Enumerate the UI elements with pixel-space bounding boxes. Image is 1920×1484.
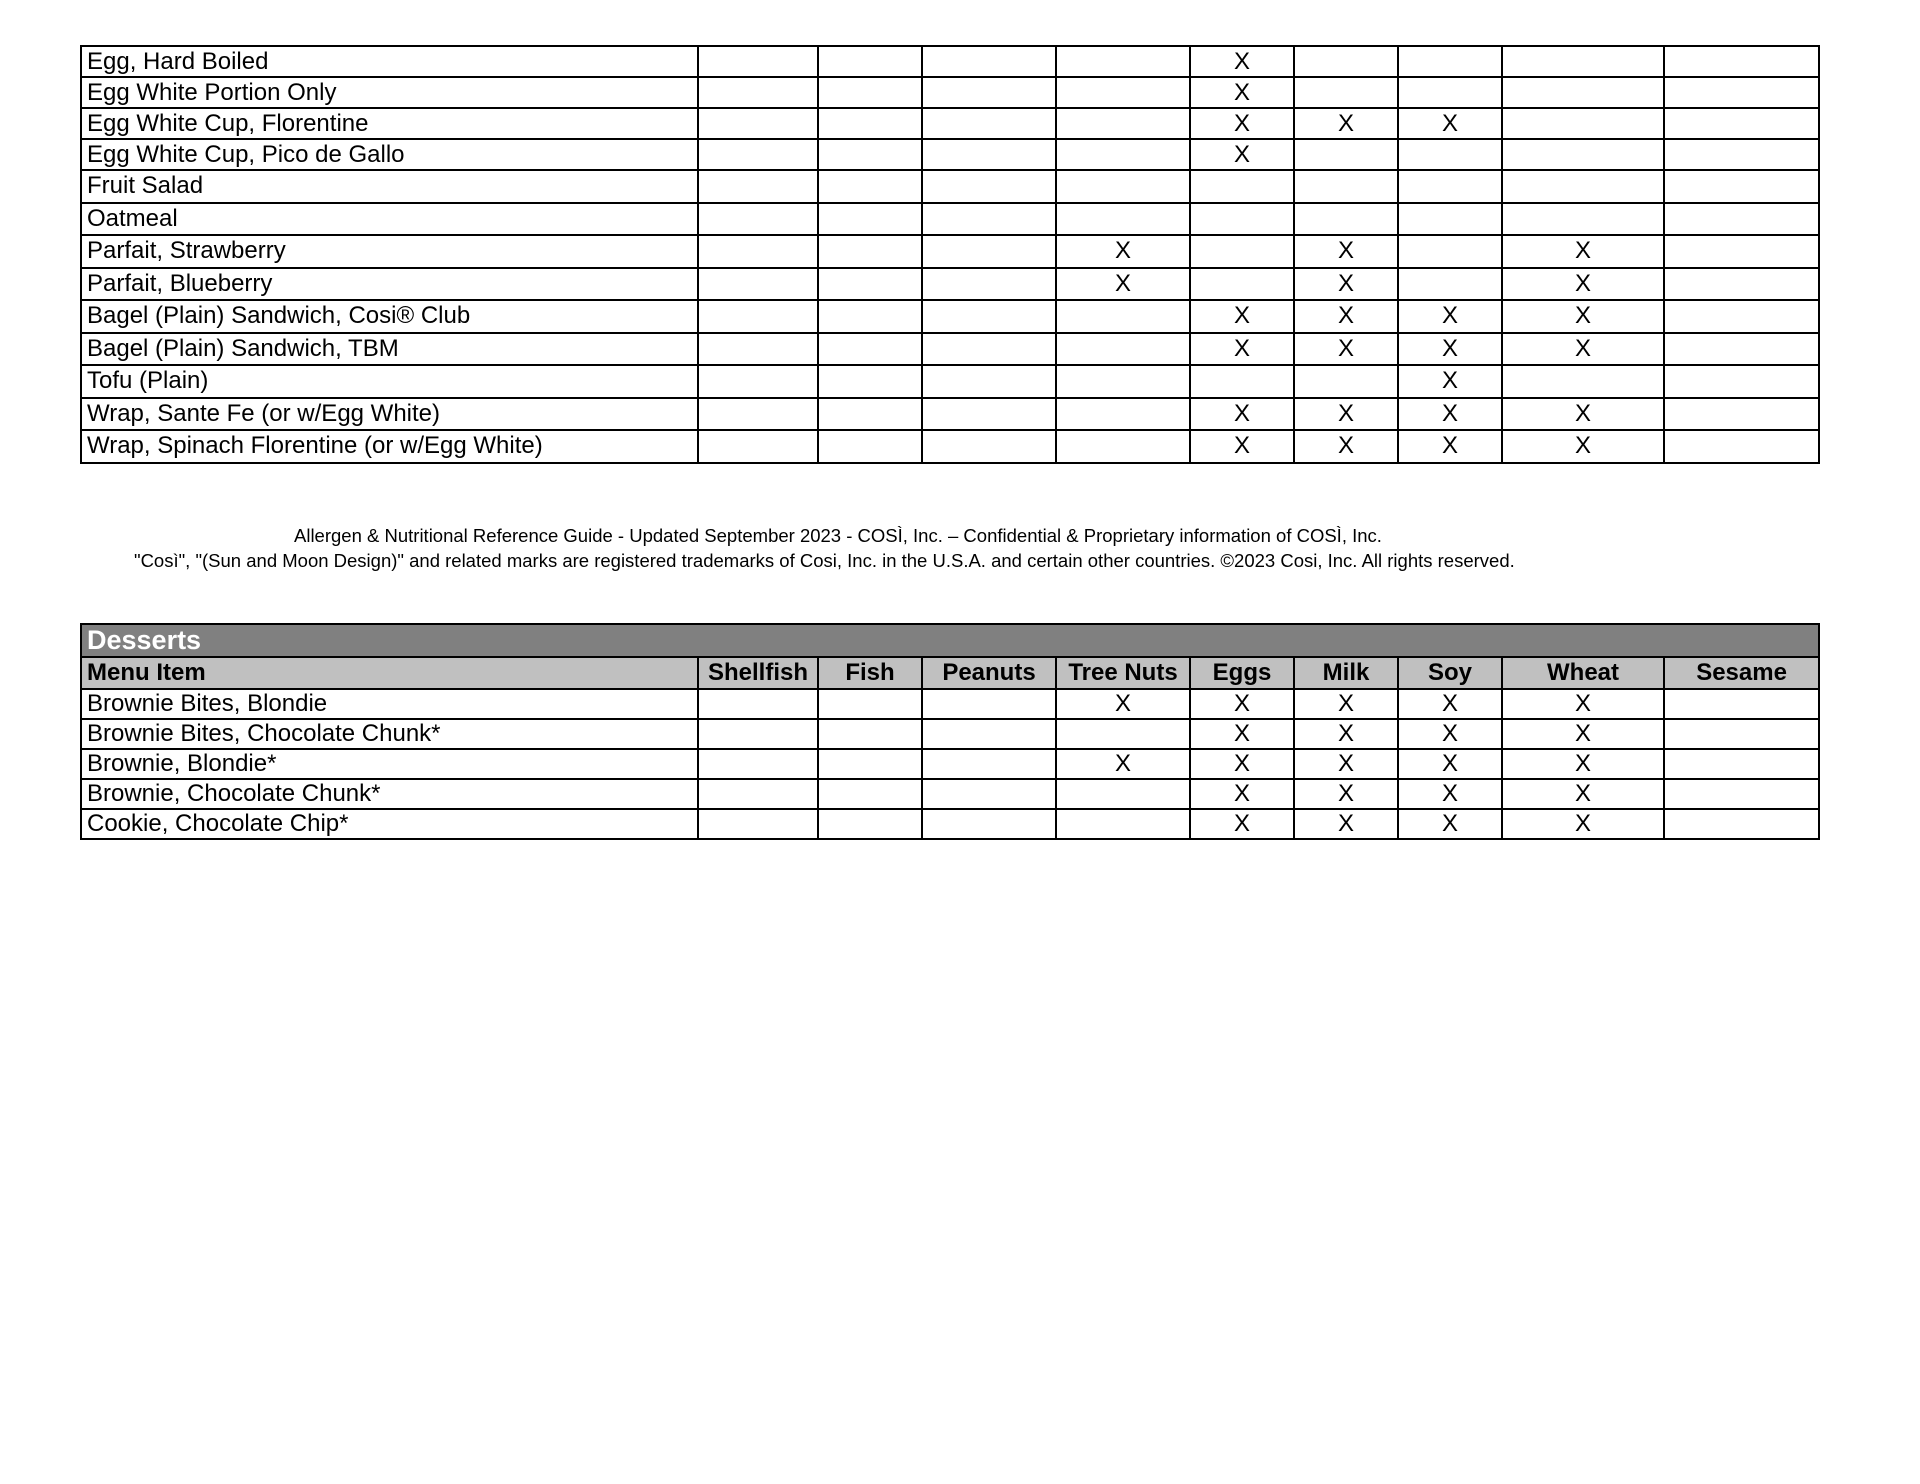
column-header-menu-item: Menu Item [81, 657, 698, 689]
allergen-cell-wheat [1502, 170, 1664, 203]
table-row [81, 689, 1819, 719]
allergen-cell-shellfish [698, 77, 818, 108]
allergen-cell-sesame [1664, 46, 1819, 77]
menu-item-name: Fruit Salad [81, 170, 698, 203]
menu-item-name: Egg White Portion Only [81, 77, 698, 108]
allergen-cell-shellfish [698, 398, 818, 431]
allergen-cell-shellfish [698, 203, 818, 236]
allergen-cell-wheat: X [1502, 235, 1664, 268]
allergen-cell-tree-nuts [1056, 170, 1190, 203]
allergen-cell-peanuts [922, 333, 1056, 366]
allergen-cell-peanuts [922, 77, 1056, 108]
allergen-cell-fish [818, 46, 922, 77]
menu-item-name: Egg White Cup, Florentine [81, 108, 698, 139]
desserts-table-body [81, 689, 1819, 839]
allergen-cell-peanuts [922, 108, 1056, 139]
table-row [81, 77, 1819, 108]
allergen-cell-fish [818, 398, 922, 431]
allergen-cell-tree-nuts [1056, 430, 1190, 463]
table-row [81, 719, 1819, 749]
allergen-cell-soy: X [1398, 430, 1502, 463]
table-row [81, 333, 1819, 366]
allergen-cell-fish [818, 300, 922, 333]
allergen-cell-wheat: X [1502, 719, 1664, 749]
allergen-cell-sesame [1664, 77, 1819, 108]
allergen-cell-eggs: X [1190, 430, 1294, 463]
allergen-cell-soy: X [1398, 689, 1502, 719]
allergen-cell-peanuts [922, 46, 1056, 77]
allergen-cell-eggs: X [1190, 77, 1294, 108]
table-row [81, 365, 1819, 398]
allergen-cell-soy [1398, 46, 1502, 77]
allergen-cell-peanuts [922, 430, 1056, 463]
allergen-cell-sesame [1664, 689, 1819, 719]
footer-guide-notice: Allergen & Nutritional Reference Guide - Updated September 2023 - COSÌ, Inc. – Confidential & Proprietary information of COSÌ, Inc. [294, 525, 1382, 546]
allergen-cell-fish [818, 749, 922, 779]
menu-item-name: Egg White Cup, Pico de Gallo [81, 139, 698, 170]
allergen-cell-eggs [1190, 268, 1294, 301]
allergen-cell-tree-nuts [1056, 300, 1190, 333]
allergen-cell-shellfish [698, 430, 818, 463]
allergen-cell-sesame [1664, 235, 1819, 268]
allergen-cell-eggs: X [1190, 46, 1294, 77]
allergen-cell-eggs [1190, 170, 1294, 203]
menu-item-name: Wrap, Spinach Florentine (or w/Egg White) [81, 430, 698, 463]
allergen-cell-tree-nuts: X [1056, 268, 1190, 301]
allergen-cell-sesame [1664, 108, 1819, 139]
allergen-cell-tree-nuts [1056, 365, 1190, 398]
footer-trademark-notice: "Così", "(Sun and Moon Design)" and related marks are registered trademarks of Cosi, Inc. in the U.S.A. and certain other countries. ©2023 Cosi, Inc. All rights reserved. [134, 550, 1515, 571]
allergen-cell-eggs [1190, 365, 1294, 398]
allergen-cell-eggs: X [1190, 139, 1294, 170]
allergen-cell-wheat: X [1502, 430, 1664, 463]
allergen-cell-fish [818, 139, 922, 170]
allergen-cell-peanuts [922, 749, 1056, 779]
allergen-cell-eggs: X [1190, 689, 1294, 719]
table-row [81, 749, 1819, 779]
allergen-cell-milk: X [1294, 268, 1398, 301]
table-row [81, 268, 1819, 301]
allergen-cell-eggs: X [1190, 749, 1294, 779]
breakfast-allergen-table [80, 45, 1820, 464]
allergen-cell-fish [818, 235, 922, 268]
allergen-cell-wheat [1502, 46, 1664, 77]
allergen-cell-sesame [1664, 749, 1819, 779]
menu-item-name: Brownie, Chocolate Chunk* [81, 779, 698, 809]
column-header-shellfish: Shellfish [698, 657, 818, 689]
allergen-cell-eggs: X [1190, 333, 1294, 366]
allergen-cell-milk: X [1294, 719, 1398, 749]
allergen-cell-soy [1398, 268, 1502, 301]
allergen-cell-peanuts [922, 779, 1056, 809]
allergen-cell-shellfish [698, 809, 818, 839]
table-row [81, 300, 1819, 333]
allergen-cell-wheat: X [1502, 779, 1664, 809]
allergen-cell-shellfish [698, 749, 818, 779]
allergen-cell-tree-nuts [1056, 398, 1190, 431]
allergen-cell-fish [818, 203, 922, 236]
allergen-cell-shellfish [698, 300, 818, 333]
menu-item-name: Oatmeal [81, 203, 698, 236]
menu-item-name: Tofu (Plain) [81, 365, 698, 398]
allergen-cell-milk: X [1294, 809, 1398, 839]
allergen-cell-fish [818, 365, 922, 398]
allergen-cell-soy: X [1398, 749, 1502, 779]
allergen-cell-fish [818, 430, 922, 463]
allergen-cell-shellfish [698, 139, 818, 170]
menu-item-name: Parfait, Strawberry [81, 235, 698, 268]
menu-item-name: Parfait, Blueberry [81, 268, 698, 301]
allergen-cell-wheat [1502, 139, 1664, 170]
menu-item-name: Cookie, Chocolate Chip* [81, 809, 698, 839]
allergen-cell-sesame [1664, 398, 1819, 431]
allergen-cell-sesame [1664, 300, 1819, 333]
allergen-cell-milk: X [1294, 398, 1398, 431]
allergen-cell-wheat: X [1502, 398, 1664, 431]
table-row [81, 398, 1819, 431]
allergen-cell-milk [1294, 365, 1398, 398]
allergen-cell-soy: X [1398, 300, 1502, 333]
section-title: Desserts [81, 624, 1819, 657]
allergen-cell-soy: X [1398, 809, 1502, 839]
allergen-cell-milk: X [1294, 779, 1398, 809]
allergen-cell-eggs [1190, 203, 1294, 236]
allergen-cell-eggs: X [1190, 398, 1294, 431]
allergen-cell-fish [818, 333, 922, 366]
allergen-cell-peanuts [922, 689, 1056, 719]
allergen-cell-soy [1398, 203, 1502, 236]
allergen-cell-shellfish [698, 235, 818, 268]
allergen-cell-soy [1398, 139, 1502, 170]
allergen-cell-tree-nuts: X [1056, 235, 1190, 268]
column-header-peanuts: Peanuts [922, 657, 1056, 689]
allergen-cell-peanuts [922, 170, 1056, 203]
allergen-cell-tree-nuts [1056, 108, 1190, 139]
allergen-cell-sesame [1664, 203, 1819, 236]
allergen-cell-eggs: X [1190, 809, 1294, 839]
allergen-cell-fish [818, 719, 922, 749]
allergen-cell-tree-nuts [1056, 139, 1190, 170]
menu-item-name: Bagel (Plain) Sandwich, Cosi® Club [81, 300, 698, 333]
section-title-row [81, 624, 1819, 657]
allergen-cell-peanuts [922, 719, 1056, 749]
allergen-cell-soy [1398, 77, 1502, 108]
allergen-cell-wheat [1502, 108, 1664, 139]
allergen-cell-peanuts [922, 203, 1056, 236]
allergen-cell-wheat: X [1502, 689, 1664, 719]
menu-item-name: Bagel (Plain) Sandwich, TBM [81, 333, 698, 366]
allergen-cell-milk: X [1294, 300, 1398, 333]
allergen-cell-milk [1294, 46, 1398, 77]
allergen-cell-peanuts [922, 398, 1056, 431]
table-row [81, 139, 1819, 170]
allergen-cell-soy: X [1398, 333, 1502, 366]
allergen-cell-tree-nuts [1056, 77, 1190, 108]
menu-item-name: Brownie Bites, Chocolate Chunk* [81, 719, 698, 749]
allergen-cell-sesame [1664, 719, 1819, 749]
column-header-eggs: Eggs [1190, 657, 1294, 689]
allergen-cell-soy: X [1398, 719, 1502, 749]
allergen-cell-peanuts [922, 235, 1056, 268]
allergen-cell-fish [818, 77, 922, 108]
column-header-row [81, 657, 1819, 689]
allergen-cell-shellfish [698, 108, 818, 139]
menu-item-name: Brownie Bites, Blondie [81, 689, 698, 719]
allergen-cell-peanuts [922, 139, 1056, 170]
allergen-cell-eggs: X [1190, 108, 1294, 139]
allergen-cell-milk [1294, 77, 1398, 108]
allergen-cell-tree-nuts [1056, 809, 1190, 839]
allergen-cell-soy: X [1398, 398, 1502, 431]
allergen-cell-fish [818, 779, 922, 809]
allergen-cell-sesame [1664, 809, 1819, 839]
allergen-cell-tree-nuts [1056, 333, 1190, 366]
allergen-cell-wheat [1502, 77, 1664, 108]
allergen-cell-milk: X [1294, 689, 1398, 719]
table-row [81, 430, 1819, 463]
allergen-cell-peanuts [922, 809, 1056, 839]
allergen-cell-wheat [1502, 203, 1664, 236]
allergen-cell-eggs: X [1190, 300, 1294, 333]
allergen-cell-sesame [1664, 779, 1819, 809]
allergen-cell-wheat: X [1502, 300, 1664, 333]
allergen-cell-tree-nuts: X [1056, 689, 1190, 719]
allergen-cell-shellfish [698, 779, 818, 809]
allergen-cell-sesame [1664, 333, 1819, 366]
allergen-cell-sesame [1664, 365, 1819, 398]
allergen-cell-fish [818, 170, 922, 203]
allergen-cell-milk: X [1294, 108, 1398, 139]
allergen-cell-tree-nuts: X [1056, 749, 1190, 779]
allergen-cell-shellfish [698, 333, 818, 366]
allergen-cell-wheat [1502, 365, 1664, 398]
allergen-cell-wheat: X [1502, 268, 1664, 301]
allergen-cell-fish [818, 809, 922, 839]
column-header-wheat: Wheat [1502, 657, 1664, 689]
table-row [81, 170, 1819, 203]
breakfast-table-body [81, 46, 1819, 463]
allergen-cell-fish [818, 268, 922, 301]
allergen-cell-soy: X [1398, 779, 1502, 809]
allergen-cell-soy [1398, 170, 1502, 203]
allergen-cell-shellfish [698, 689, 818, 719]
allergen-cell-sesame [1664, 430, 1819, 463]
allergen-cell-peanuts [922, 300, 1056, 333]
allergen-cell-eggs [1190, 235, 1294, 268]
table-row [81, 235, 1819, 268]
allergen-cell-milk [1294, 170, 1398, 203]
allergen-cell-wheat: X [1502, 749, 1664, 779]
allergen-cell-fish [818, 689, 922, 719]
allergen-cell-tree-nuts [1056, 203, 1190, 236]
allergen-cell-milk: X [1294, 235, 1398, 268]
allergen-cell-peanuts [922, 365, 1056, 398]
column-header-soy: Soy [1398, 657, 1502, 689]
allergen-cell-peanuts [922, 268, 1056, 301]
allergen-cell-sesame [1664, 268, 1819, 301]
allergen-cell-tree-nuts [1056, 719, 1190, 749]
allergen-cell-wheat: X [1502, 333, 1664, 366]
column-header-sesame: Sesame [1664, 657, 1819, 689]
allergen-cell-fish [818, 108, 922, 139]
menu-item-name: Brownie, Blondie* [81, 749, 698, 779]
table-row [81, 779, 1819, 809]
column-header-fish: Fish [818, 657, 922, 689]
allergen-cell-milk [1294, 203, 1398, 236]
table-row [81, 46, 1819, 77]
allergen-cell-shellfish [698, 365, 818, 398]
allergen-cell-shellfish [698, 170, 818, 203]
allergen-cell-milk: X [1294, 430, 1398, 463]
column-header-milk: Milk [1294, 657, 1398, 689]
allergen-cell-milk: X [1294, 749, 1398, 779]
allergen-cell-shellfish [698, 46, 818, 77]
allergen-cell-wheat: X [1502, 809, 1664, 839]
allergen-cell-eggs: X [1190, 719, 1294, 749]
allergen-cell-soy: X [1398, 108, 1502, 139]
allergen-cell-tree-nuts [1056, 46, 1190, 77]
menu-item-name: Egg, Hard Boiled [81, 46, 698, 77]
allergen-cell-milk: X [1294, 333, 1398, 366]
allergen-cell-tree-nuts [1056, 779, 1190, 809]
allergen-cell-sesame [1664, 170, 1819, 203]
table-row [81, 108, 1819, 139]
menu-item-name: Wrap, Sante Fe (or w/Egg White) [81, 398, 698, 431]
allergen-cell-shellfish [698, 268, 818, 301]
column-header-tree-nuts: Tree Nuts [1056, 657, 1190, 689]
allergen-cell-shellfish [698, 719, 818, 749]
allergen-cell-eggs: X [1190, 779, 1294, 809]
table-row [81, 203, 1819, 236]
allergen-cell-soy [1398, 235, 1502, 268]
allergen-cell-soy: X [1398, 365, 1502, 398]
allergen-cell-sesame [1664, 139, 1819, 170]
table-row [81, 809, 1819, 839]
desserts-allergen-table [80, 623, 1820, 840]
allergen-cell-milk [1294, 139, 1398, 170]
